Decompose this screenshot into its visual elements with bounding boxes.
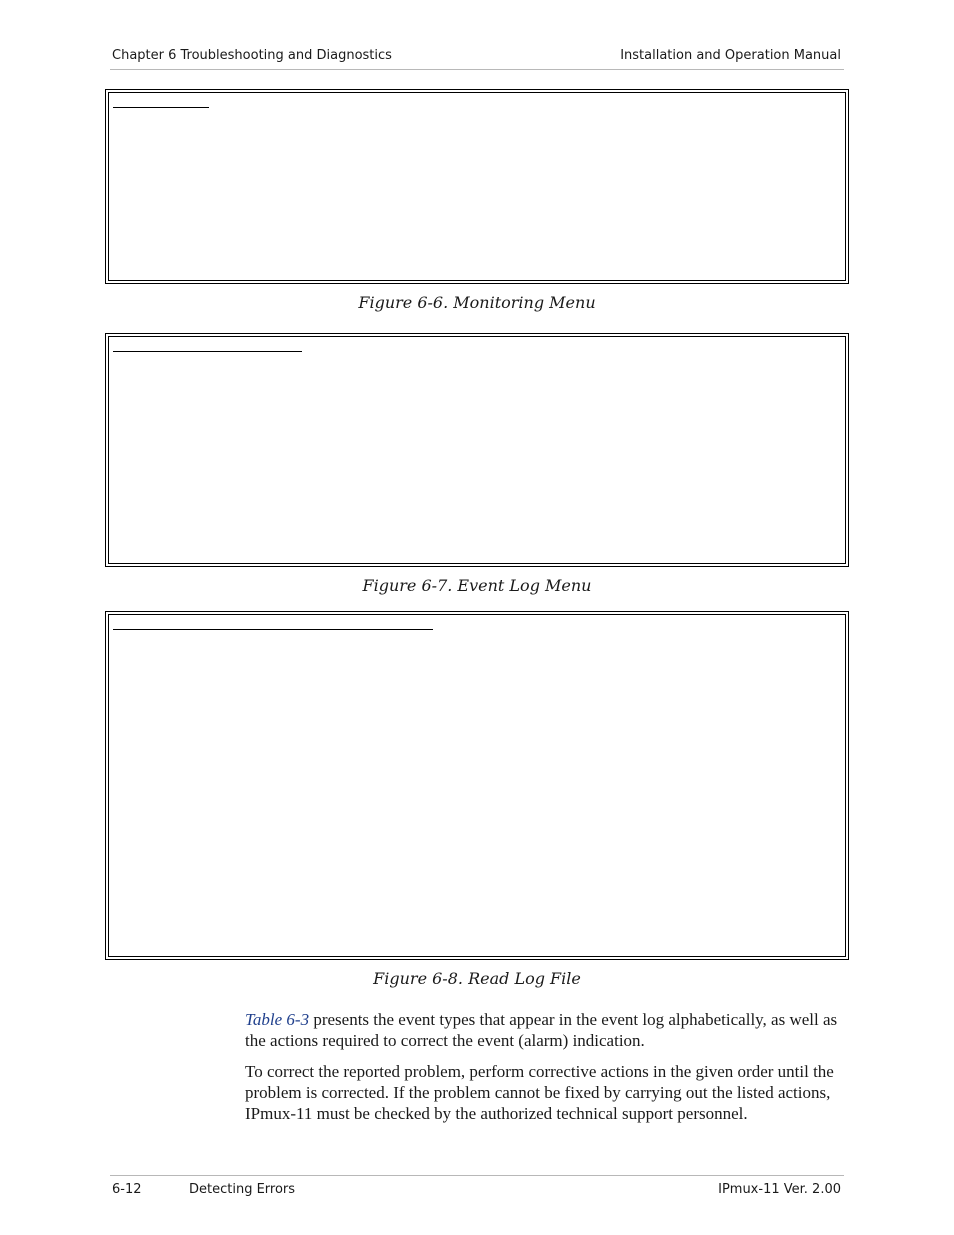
screen-inner-border [108,92,846,281]
screen-inner-border [108,336,846,564]
screen-title-underline [113,351,302,352]
figure-caption: Figure 6-7. Event Log Menu [362,576,592,595]
read-log-file-screen [105,611,849,960]
screen-title-underline [113,629,433,630]
figure-caption: Figure 6-8. Read Log File [373,969,581,988]
header-manual-title: Installation and Operation Manual [620,48,841,63]
paragraph-table-reference [245,1009,845,1051]
header-chapter-title: Chapter 6 Troubleshooting and Diagnostics [112,48,392,63]
header-rule [110,69,844,70]
screen-title-underline [113,107,209,108]
footer-section-title: Detecting Errors [189,1182,296,1197]
paragraph-corrective-actions [245,1061,845,1124]
footer-page-number: 6-12 [112,1182,142,1197]
monitoring-menu-screen [105,89,849,284]
event-log-menu-screen [105,333,849,567]
figure-caption: Figure 6-6. Monitoring Menu [358,293,596,312]
paragraph-text: To correct the reported problem, perform corrective actions in the given order until the problem is corrected. If the problem cannot be fixed by carrying out the listed actions, IPmux-11 must be checked by the authorized technical support personnel. [245,1062,834,1123]
footer-product-version: IPmux-11 Ver. 2.00 [718,1182,841,1197]
footer-rule [110,1175,844,1176]
table-6-3-link[interactable]: Table 6-3 [245,1010,310,1029]
screen-inner-border [108,614,846,957]
paragraph-text: presents the event types that appear in the event log alphabetically, as well as the actions required to correct the event (alarm) indication. [245,1010,838,1050]
